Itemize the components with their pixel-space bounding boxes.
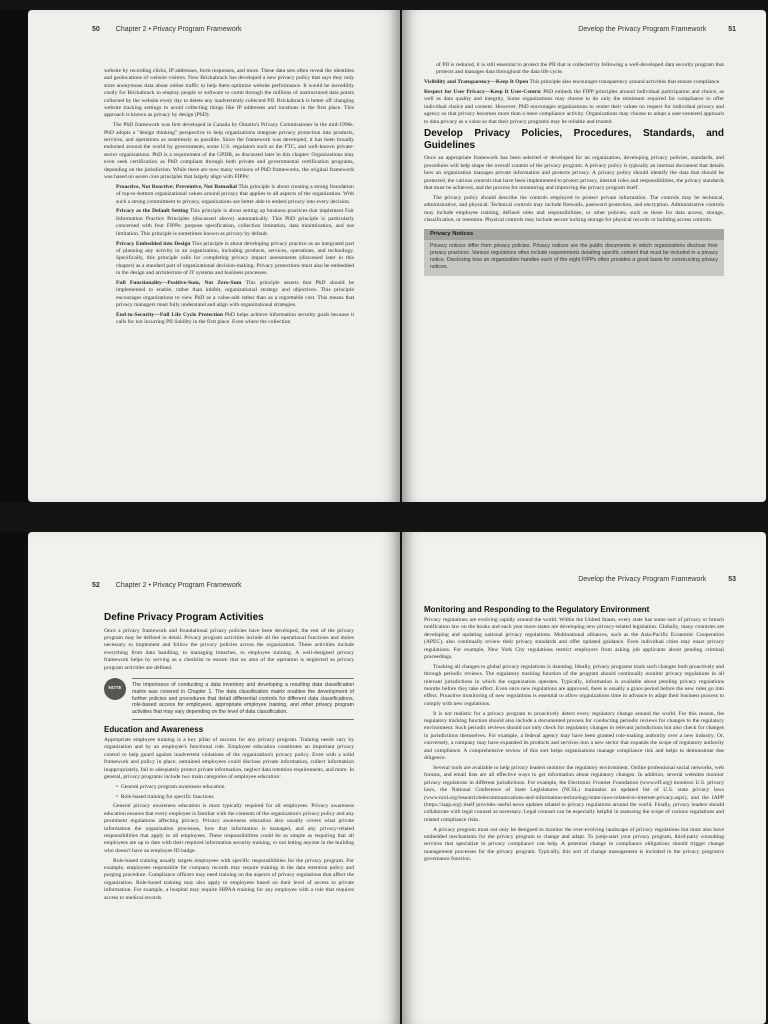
paragraph: General privacy awareness education is most typically required for all employees. Privacy awareness education ensures that every employee is familiar with the contents of the organization's privacy policy and any prominent regulations affecting privacy. Privacy awareness education also usually covers what private information the organization processes, how that information is managed, and any privacy-related responsibilities that apply to all employees. These responsibilities could be as simple as requiring that all employees are up to date with their required information security training, or not letting anyone in the building who doesn't have an employee ID badge. (104, 803, 354, 854)
principle-item (104, 208, 354, 238)
note-callout (104, 678, 354, 720)
paragraph: of PII is reduced, it is still essential to protect the PII that is collected by following a well-developed data security program that protects and manages data throughout the data life cycle. (436, 62, 724, 76)
paragraph: Once an appropriate framework has been selected or developed for an organization, developing privacy policies, standards, and procedures will help shape the overall content of the privacy program. A privacy policy is typically an internal document that details how an organization manages private information and protects privacy. A privacy policy should identify the data that should be protected, the various controls that have been implemented to protect privacy, internal roles and responsibilities, the privacy standards that must be achieved, and the process for monitoring and improving the privacy program itself. (424, 155, 724, 192)
dark-background-left (0, 532, 28, 1024)
principle-text: PbD embeds the FIPP principles around individual participation and choice, as well as data quality and integrity. Some organizations may choose to do only the minimum required for compliance to offer individual choice and consent. However, PbD encourages organizations to center their values on respect for individual privacy and agency so that privacy becomes more than a mere compliance activity. Organizations may choose to adopt a user-centered approach to data privacy as a value so that their privacy programs may be reliable and trusted. (424, 89, 724, 125)
paragraph: Role-based training usually targets employees with specific responsibilities for the privacy program. For example, employees responsible for company records may require training in the data retention policy and purging procedure. Compliance officers may need training on the aspects of privacy regulations that affect the organization. Role-based training may also apply to employees based on their level of access to private information. For example, a hospital may require HIPAA training for any employee with a role that requires access to medical records. (104, 857, 354, 901)
principle-term: Respect for User Privacy—Keep It User-Centric (424, 89, 542, 95)
principle-text: This principle also encourages transparency around activities that ensure compliance. (529, 79, 721, 86)
subsection-heading: Education and Awareness (104, 724, 204, 734)
page-body (424, 600, 724, 1020)
book-spread-top (0, 10, 768, 502)
paragraph: Once a privacy framework and foundational privacy policies have been developed, the rest of the privacy program may be defined in detail. Privacy program activities include all the operational functions and duties necessary to implement and follow the privacy policies across the organization. These activities include everything from data handling, to managing breaches, to employee training. A well-designed privacy framework helps by serving as a checklist to ensure that no area of the operation is neglected as privacy program activities are defined. (104, 627, 354, 671)
running-head (578, 26, 736, 33)
running-head-text: Develop the Privacy Program Framework (578, 26, 707, 33)
principle-text: This principle is about creating a strong foundation of top-to-bottom organizational values around privacy that applies to all aspects of the organization. With such a strong commitment to privacy, organizations are better able to embed privacy into every decision. (116, 183, 354, 205)
paragraph: Tracking all changes to global privacy regulations is daunting. Ideally, privacy programs track such changes both proactively and through periodic reviews. The regulatory tracking function of the program should continually monitor privacy regulations in all relevant jurisdictions in which the organization operates. Typically, information is available about pending privacy regulations months before they take effect. Even once new regulations are approved, there is usually a grace period before the new rules go into effect. Proactive monitoring of new regulations is essential to allow organizations time in advance to adapt their business process to comply with new regulations. (424, 663, 724, 707)
bullet-item: • General privacy program awareness education (116, 783, 225, 790)
running-head-text: Chapter 2 • Privacy Program Framework (115, 26, 242, 33)
principle-term: Proactive, Not Reactive; Preventive, Not Remedial (116, 183, 237, 190)
principle-text: This principle is about setting up business practices that implement Fair Information Practice Principles (discussed above) automatically. This PbD principle is particularly concerned with four FIPPs: purpose specification, collection limitation, data minimization, and use limitation. This principle is sometimes known as privacy by default. (116, 208, 354, 237)
principle-item (424, 89, 724, 126)
paragraph: The PbD framework was first developed in Canada by Ontario's Privacy Commissioner in the mid-1990s. PbD adopts a "design thinking" perspective to help organizations integrate privacy protection into products, services, and operations as seamlessly as possible. Since the framework was developed, it has been broadly endorsed around the world by governments, some U.S. regulators such as the FTC, and well-known private-sector organizations. PbD is a requirement of the GPDR, as discussed later in this chapter. Organizations may even seek certification as PbD compliant through both private and governmental certification programs, depending on the jurisdiction. While there are now many versions of PbD frameworks, the original framework was based on seven core principles that largely align with FIPPs: (104, 122, 354, 181)
principle-item (104, 184, 354, 206)
section-heading: Monitoring and Responding to the Regulatory Environment (424, 605, 650, 614)
book-spread-bottom (0, 532, 768, 1024)
principle-text: This principle asserts that PbD should be implemented to enable, rather than inhibit, organizational strategy and objectives. This principle encourages organizations to view PbD as a value-add rather than as a regrettable cost. This means that privacy managers must fully understand and align with organizational strategies. (116, 279, 354, 309)
box-title: Privacy Notices (424, 229, 724, 240)
bullet-item: • Role-based training for specific functions (116, 793, 214, 800)
section-heading: Define Privacy Program Activities (104, 612, 264, 623)
running-head (578, 576, 736, 583)
principle-term: Privacy Embedded into Design (116, 240, 191, 247)
paragraph: Privacy regulations are evolving rapidly around the world. Within the United States, every state has some sort of privacy or breach notification law on the books and each year more states are developing new privacy-related legislation. Globally, many countries are developing and updating national privacy regulations. Multinational alliances, such as the Asia-Pacific Economic Cooperation (APEC), also continually review their privacy standards and offer updated guidance. Even individual cities may enact privacy regulations. For example, New York City regulations restrict employers from asking job applicants about pending criminal proceedings. (424, 617, 724, 661)
running-head-text: Develop the Privacy Program Framework (578, 576, 707, 583)
paragraph: A privacy program must not only be designed to monitor the ever-evolving landscape of privacy regulations but must also have embedded mechanisms for the privacy program to change and adapt. To jump-start your privacy program, third-party consulting services that specialize in privacy compliance can help. A potential change in compliance obligations should trigger change management processes for the privacy program. Typically, this sort of change management is included in the privacy program's governance function. (424, 826, 724, 863)
principle-item (104, 312, 354, 327)
privacy-notices-box (424, 229, 724, 276)
principle-item (104, 241, 354, 278)
running-head-text: Chapter 2 • Privacy Program Framework (115, 582, 242, 589)
note-text: The importance of conducting a data inventory and developing a resulting data classification matrix was covered in Chapter 1. The data classification matrix enables the development of further policies and procedures that detail differential controls for different data classifications, role-based access for employees, appropriate employee training, and other privacy program activities that may vary depending on the level of data classification. (132, 678, 354, 720)
principle-item (104, 280, 354, 310)
principle-term: Full Functionality—Positive-Sum, Not Zero-Sum (116, 279, 242, 286)
paragraph: Appropriate employee training is a key pillar of success for any privacy program. Training needs vary by organization and by an employee's functional role. Employee education constitutes an important privacy control to help guard against inadvertent violations of the organization's privacy policy. Even with a solid framework and policy in place, untrained employees could disclose private information, collect information inappropriately, fail to adequately protect private information, neglect data retention requirements, and more. In general, privacy programs include two main categories of employee education: (104, 736, 354, 780)
principle-term: End-to-Security—Full Life Cycle Protection (116, 311, 223, 318)
bullet-text: Role-based training for specific functions (120, 793, 214, 800)
principle-text: This principle is about developing privacy practice as an integrated part of planning any activity in an organization, including products, services, operations, and technology. Specifically, this principle calls for completing privacy impact assessments (discussed later in this chapter) as a standard part of organizational decision-making. Privacy protections must also be embedded in the design and architecture of IT systems and business processes. (116, 240, 354, 277)
page-body (424, 62, 724, 492)
dark-background-left (0, 10, 28, 502)
page-51 (402, 10, 766, 502)
paragraph: It is not realistic for a privacy program to proactively detect every regulatory change around the world. For this reason, the regulatory tracking function should also include a documented process for conducting periodic reviews for changes to the regulatory environment. Such periodic reviews should not only check for regulatory changes in relevant jurisdictions but also check for changes in jurisdictions themselves. For example, a federal agency may have been granted rule-making authority over a new industry. Or, conversely, a company may have expanded its products and services into a new sector that expands the scope of regulatory authority and compliance. A comprehensive review of this sort helps organizations manage compliance risk and helps to demonstrate due diligence. (424, 710, 724, 762)
page-52 (28, 532, 400, 1024)
principle-term: Visibility and Transparency—Keep It Open (424, 79, 529, 86)
note-icon: NOTE (104, 678, 126, 700)
page-body (104, 610, 354, 1020)
principle-item (424, 79, 724, 86)
principle-text: PbD helps achieve information security goals because it calls for not incurring PII liability in the first place. Even where the collection (116, 311, 354, 326)
section-heading: Develop Privacy Policies, Procedures, Standards, and Guidelines (424, 128, 724, 151)
box-text: Privacy notices differ from privacy policies. Privacy notices are the public documents in which organizations disclose their privacy practices. Various regulations often include requirements detailing specific content that must be included in a privacy notice. Disclosing how an organization handles each of the eight FIPPs often provides a good basis for constructing privacy notices. (430, 243, 718, 271)
page-body (104, 68, 354, 486)
bullet-text: General privacy program awareness education (120, 783, 225, 790)
page-50 (28, 10, 400, 502)
running-head (92, 582, 242, 589)
page-number: 51 (728, 26, 736, 33)
page-number: 52 (92, 582, 100, 589)
principle-term: Privacy as the Default Setting (116, 208, 189, 215)
page-53 (402, 532, 766, 1024)
page-number: 53 (728, 576, 736, 583)
paragraph: Several tools are available to help privacy leaders monitor the regulatory environment. Online professional social networks, web forums, and email lists are all effective ways to get information about regulatory changes. In addition, several websites monitor privacy regulations in different jurisdictions. For example, the Electronic Frontier Foundation (www.eff.org) monitors U.S. privacy laws, the National Conference of State Legislatures (NCSL) maintains an updated list of U.S. state privacy laws (www.ncsl.org/research/telecommunications-and-information-technology/state-laws-related-to-internet-privacy.aspx), and the IAPP (https://iapp.org) itself provides useful news updates related to privacy regulations around the world. Finally, privacy leaders should collaborate with legal counsel as necessary. Legal counsel can be especially helpful in assessing the scope of various regulations and related compliance risks. (424, 764, 724, 823)
page-number: 50 (92, 26, 100, 33)
paragraph: website by recording clicks, IP addresses, form responses, and more. These data sets often reveal the identities and geolocations of website visitors. Now Brickabrack has developed a new privacy policy that says they only store anonymous data about online traffic to help them optimize website performance. It would be incredibly costly for Brickabrack to employ people or software to comb through the millions of unstructured data points collected by the website every day to delete any inadvertently collected PII. Brickabrack is better off changing website tracking settings to avoid collecting things like IP addresses and locations in the first place. This approach is known as privacy by design (PbD). (104, 68, 354, 119)
paragraph: The privacy policy should describe the controls employed to protect private information. The controls may be technical, administrative, and physical. Technical controls may include firewalls, password protection, and encryption. Administrative controls may include employee training, defined roles and responsibilities, or other policies, such as those for data access, storage, classification, or retention. Physical controls may include secure locking storage for physical records or building access controls. (424, 194, 724, 224)
running-head (92, 26, 242, 33)
